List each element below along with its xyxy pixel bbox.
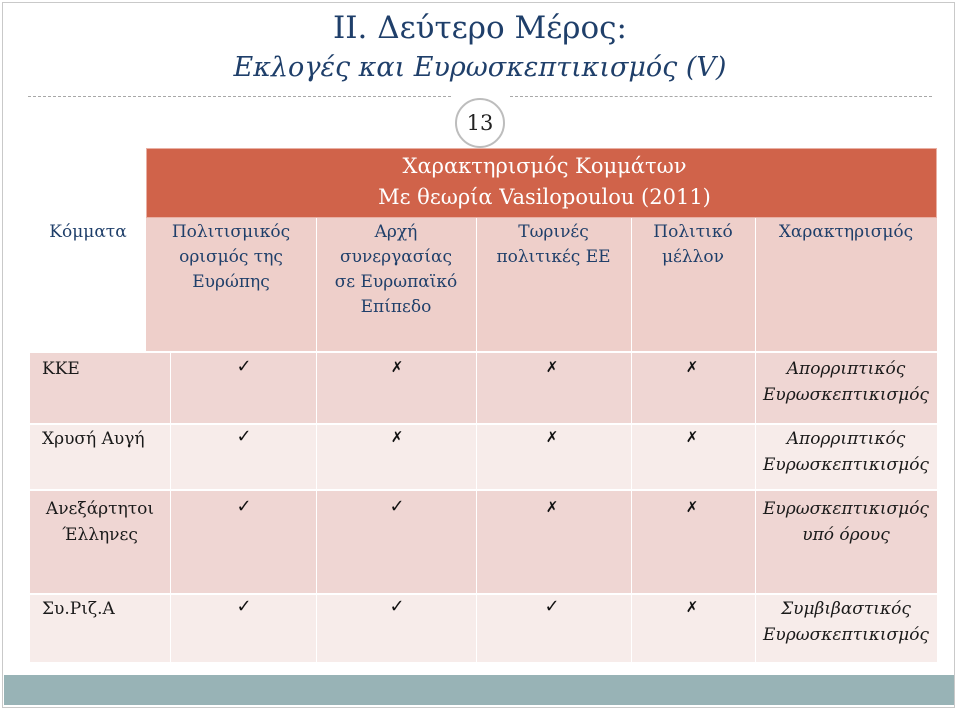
slide-title: ΙΙ. Δεύτερο Μέρος: (333, 10, 627, 46)
grid-vline (476, 218, 477, 662)
check-icon: ✓ (236, 596, 252, 617)
header-current-policies: Τωρινές πολιτικές ΕΕ (496, 222, 611, 267)
header-party: Κόμματα (49, 222, 127, 242)
header-cooperation: Αρχή συνεργασίας σε Ευρωπαϊκό Επίπεδο (334, 222, 458, 317)
grid-hline (30, 351, 937, 353)
grid-hline (30, 423, 937, 425)
header-future: Πολιτικό μέλλον (653, 222, 733, 267)
cross-icon: ✗ (545, 428, 559, 446)
row-3-label: Συμβιβαστικός Ευρωσκεπτικισμός (763, 599, 929, 645)
header-cultural: Πολιτισμικός ορισμός της Ευρώπης (171, 222, 291, 292)
slide-subtitle: Εκλογές και Ευρωσκεπτικισμός (V) (233, 52, 727, 83)
cross-icon: ✗ (390, 358, 404, 376)
grid-hline (30, 489, 937, 491)
row-0-label: Απορριπτικός Ευρωσκεπτικισμός (763, 359, 929, 405)
row-2-label: Ευρωσκεπτικισμός υπό όρους (763, 499, 929, 545)
separator-left (28, 96, 451, 97)
check-icon: ✓ (544, 596, 560, 617)
grid-vline (755, 218, 756, 662)
grid-vline (170, 352, 171, 662)
grid-hline (30, 593, 937, 595)
header-characterization: Χαρακτηρισμός (778, 222, 914, 242)
footer-bar (4, 675, 954, 705)
row-3-party: Συ.Ριζ.Α (42, 599, 115, 619)
row-2-party: Ανεξάρτητοι Έλληνες (45, 499, 155, 545)
check-icon: ✓ (236, 356, 252, 377)
cross-icon: ✗ (685, 598, 699, 616)
page-number: 13 (455, 98, 505, 148)
check-icon: ✓ (236, 496, 252, 517)
row-1-party: Χρυσή Αυγή (42, 429, 145, 449)
row-0-party: ΚΚΕ (42, 359, 80, 379)
check-icon: ✓ (389, 496, 405, 517)
grid-vline (631, 218, 632, 662)
check-icon: ✓ (236, 426, 252, 447)
cross-icon: ✗ (685, 358, 699, 376)
cross-icon: ✗ (545, 498, 559, 516)
cross-icon: ✗ (685, 428, 699, 446)
cross-icon: ✗ (390, 428, 404, 446)
check-icon: ✓ (389, 596, 405, 617)
separator-right (510, 96, 932, 97)
cross-icon: ✗ (545, 358, 559, 376)
cross-icon: ✗ (685, 498, 699, 516)
table-caption-line1: Χαρακτηρισμός Κομμάτων (402, 154, 687, 178)
row-1-label: Απορριπτικός Ευρωσκεπτικισμός (763, 429, 929, 475)
grid-vline (316, 218, 317, 662)
table-caption-line2: Με θεωρία Vasilopoulou (2011) (378, 185, 711, 209)
